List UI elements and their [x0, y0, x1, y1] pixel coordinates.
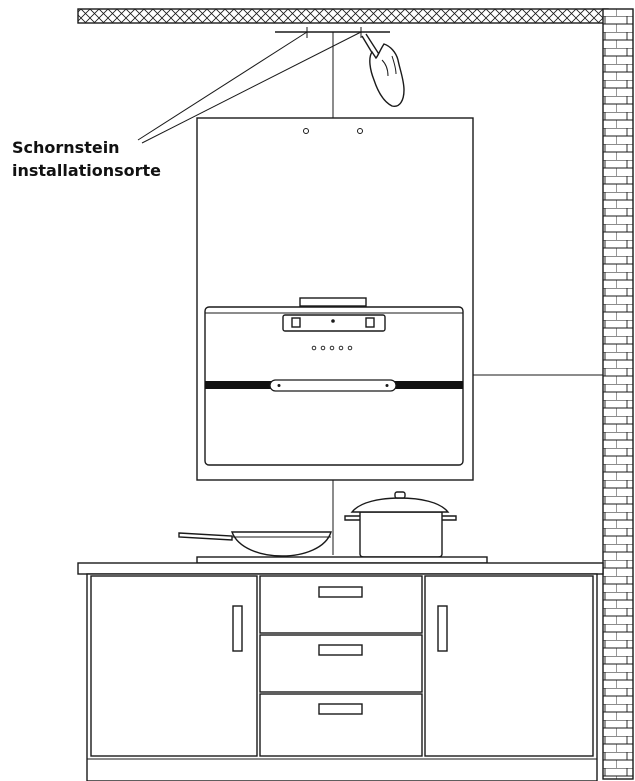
marking-hand-icon [362, 34, 404, 106]
cooking-pot [345, 492, 456, 557]
ceiling [78, 9, 608, 23]
range-hood [205, 298, 463, 465]
callout-line-1: Schornstein [12, 138, 120, 157]
right-door-handle [438, 606, 447, 651]
drawer-1 [260, 576, 422, 633]
frying-pan [179, 532, 331, 556]
drawer-3 [260, 694, 422, 756]
drawer-1-handle [319, 587, 362, 597]
callout-line-2: installationsorte [12, 161, 162, 180]
cooktop [197, 557, 487, 563]
drawer-2 [260, 635, 422, 692]
countertop [78, 563, 603, 574]
drawer-2-handle [319, 645, 362, 655]
chimney-location-callout [12, 136, 161, 182]
hood-handle [270, 380, 396, 391]
brick-wall [603, 9, 633, 779]
base-cabinets [87, 574, 597, 781]
drawer-3-handle [319, 704, 362, 714]
left-door-handle [233, 606, 242, 651]
right-cabinet-door [425, 576, 593, 756]
left-cabinet-door [91, 576, 257, 756]
